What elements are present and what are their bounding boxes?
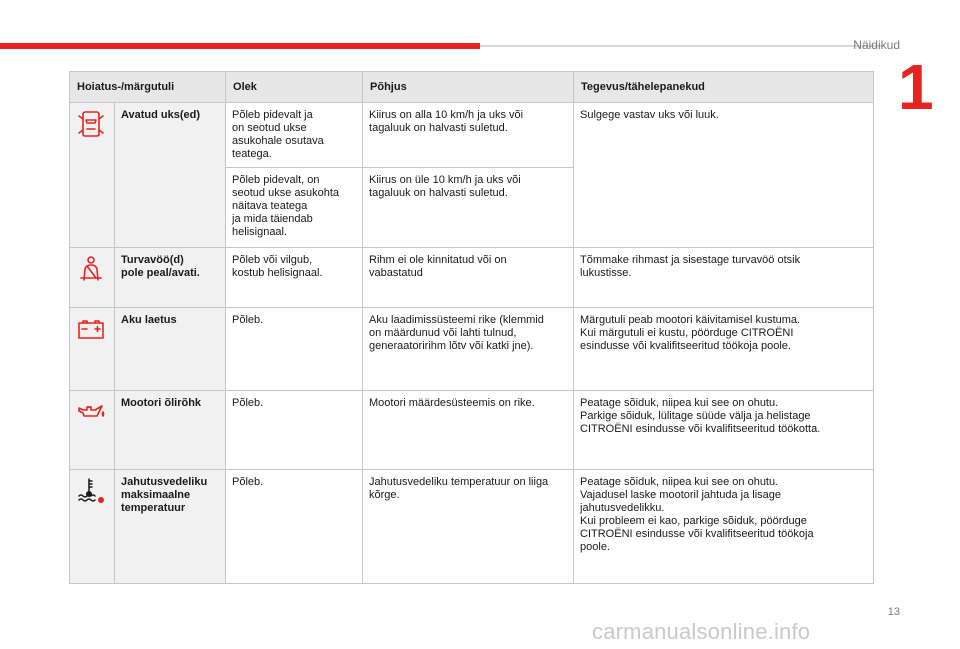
- page-number: 13: [887, 606, 900, 618]
- cause-text: Mootori määrdesüsteemis on rike.: [363, 391, 574, 470]
- table-row: [70, 103, 874, 168]
- state-text: Põleb.: [226, 470, 363, 584]
- table-row: [70, 391, 874, 470]
- cause-text: Aku laadimissüsteemi rike (klemmid on määrdunud või lahti tulnud, generaatoririhm lõtv või katki jne).: [363, 308, 574, 391]
- column-header-cause: Põhjus: [363, 72, 574, 103]
- section-title: Näidikud: [853, 38, 900, 52]
- action-text: Peatage sõiduk, niipea kui see on ohutu. Parkige sõiduk, lülitage süüde välja ja helistage CITROËNI esindusse või kvalifitseeritud töökotta.: [574, 391, 874, 470]
- watermark: carmanualsonline.info: [592, 619, 811, 644]
- action-text: Märgutuli peab mootori käivitamisel kustuma. Kui märgutuli ei kustu, pöörduge CITROËNI esindusse või kvalifitseeritud töökoja poole.: [574, 308, 874, 391]
- column-header-action: Tegevus/tähelepanekud: [574, 72, 874, 103]
- table-row: [70, 308, 874, 391]
- chapter-number: 1: [898, 51, 934, 123]
- table-header-row: [70, 72, 874, 103]
- warning-name: Mootori õlirõhk: [115, 391, 226, 470]
- column-header-warning-light: Hoiatus-/märgutuli: [70, 72, 226, 103]
- oil-can-icon: [76, 397, 106, 427]
- state-text: Põleb.: [226, 308, 363, 391]
- icon-cell: [70, 103, 115, 248]
- header-accent-bar: [0, 43, 480, 49]
- warning-name: Jahutusvedeliku maksimaalne temperatuur: [115, 470, 226, 584]
- door-open-icon: [76, 109, 106, 139]
- action-text: Sulgege vastav uks või luuk.: [574, 103, 874, 248]
- warning-name: Avatud uks(ed): [115, 103, 226, 248]
- icon-cell: [70, 470, 115, 584]
- state-text: Põleb.: [226, 391, 363, 470]
- icon-cell: [70, 248, 115, 308]
- state-text: Põleb pidevalt ja on seotud ukse asukohale osutava teatega.: [226, 103, 363, 168]
- table-row: [70, 470, 874, 584]
- state-text: Põleb või vilgub, kostub helisignaal.: [226, 248, 363, 308]
- action-text: Peatage sõiduk, niipea kui see on ohutu. Vajadusel laske mootoril jahtuda ja lisage jahutusvedelikku. Kui probleem ei kao, parkige sõiduk, pöörduge CITROËNI esindusse või kvalifitseeritud töökoja poole.: [574, 470, 874, 584]
- coolant-temperature-icon: [76, 476, 106, 506]
- cause-text: Kiirus on alla 10 km/h ja uks või tagaluuk on halvasti suletud.: [363, 103, 574, 168]
- action-text: Tõmmake rihmast ja sisestage turvavöö otsik lukustisse.: [574, 248, 874, 308]
- warning-name: Aku laetus: [115, 308, 226, 391]
- cause-text: Rihm ei ole kinnitatud või on vabastatud: [363, 248, 574, 308]
- state-text: Põleb pidevalt, on seotud ukse asukohta näitava teatega ja mida täiendab helisignaal.: [226, 168, 363, 248]
- icon-cell: [70, 391, 115, 470]
- cause-text: Kiirus on üle 10 km/h ja uks või tagaluuk on halvasti suletud.: [363, 168, 574, 248]
- seatbelt-icon: [76, 254, 106, 284]
- table-row: [70, 248, 874, 308]
- column-header-state: Olek: [226, 72, 363, 103]
- icon-cell: [70, 308, 115, 391]
- warning-name: Turvavöö(d) pole peal/avati.: [115, 248, 226, 308]
- warning-lights-table: [69, 71, 874, 584]
- cause-text: Jahutusvedeliku temperatuur on liiga kõrge.: [363, 470, 574, 584]
- battery-icon: [76, 314, 106, 344]
